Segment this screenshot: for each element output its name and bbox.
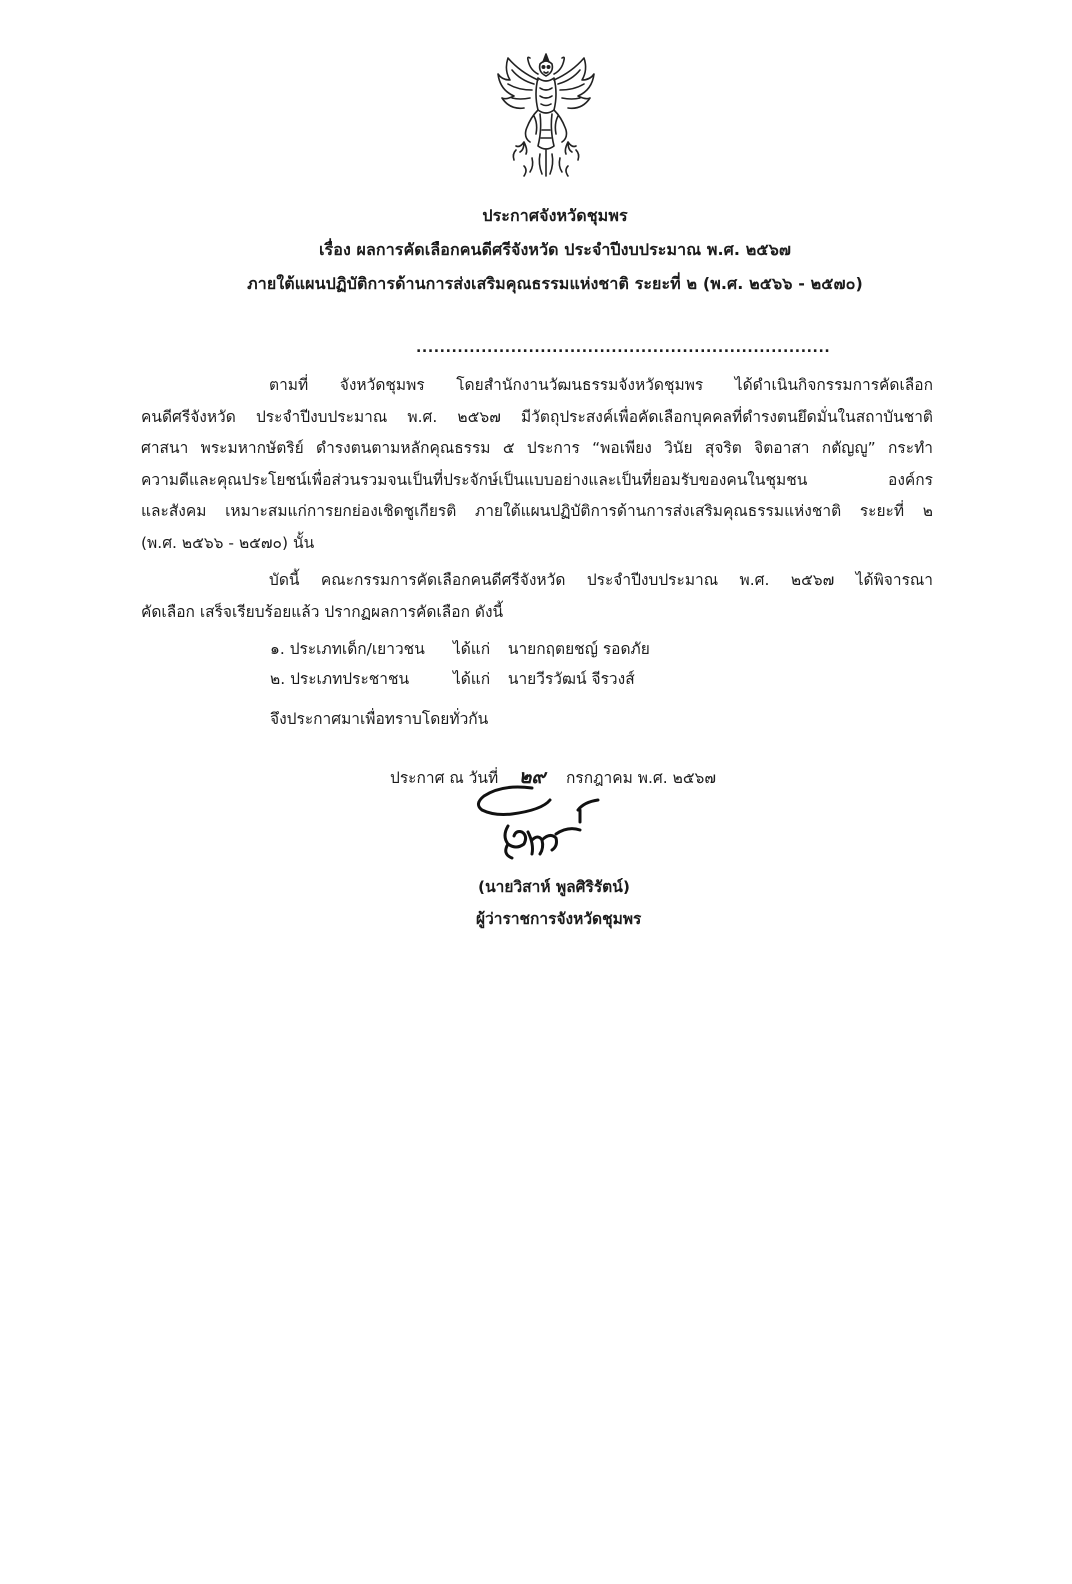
paragraph-background	[141, 370, 933, 560]
paragraph-line: (พ.ศ. ๒๕๖๖ - ๒๕๗๐) นั้น	[141, 533, 315, 552]
paragraph-line: และสังคม เหมาะสมแก่การยกย่องเชิดชูเกียรติ ภายใต้แผนปฏิบัติการด้านการส่งเสริมคุณธรรมแห่งชาติ ระยะที่ ๒	[141, 502, 933, 521]
announcement-title: ประกาศจังหวัดชุมพร	[482, 206, 628, 225]
result-item-youth	[270, 636, 650, 661]
result-category: ๒. ประเภทประชาชน	[270, 670, 410, 688]
announcement-subject-plan: ภายใต้แผนปฏิบัติการด้านการส่งเสริมคุณธรรมแห่งชาติ ระยะที่ ๒ (พ.ศ. ๒๕๖๖ - ๒๕๗๐)	[247, 274, 863, 293]
paragraph-line: ศาสนา พระมหากษัตริย์ ดำรงตนตามหลักคุณธรรม ๕ ประการ “พอเพียง วินัย สุจริต จิตอาสา กตัญญู” กระทำ	[141, 439, 933, 458]
result-name: นายกฤตยชญ์ รอดภัย	[507, 640, 650, 658]
result-item-public	[270, 666, 635, 691]
date-prefix: ประกาศ ณ วันที่	[390, 769, 499, 787]
date-day-handwritten: ๒๙	[518, 766, 546, 788]
paragraph-line: บัดนี้ คณะกรรมการคัดเลือกคนดีศรีจังหวัด ประจำปีงบประมาณ พ.ศ. ๒๕๖๗ ได้พิจารณา	[269, 571, 933, 589]
paragraph-line: คัดเลือก เสร็จเรียบร้อยแล้ว ปรากฏผลการคัดเลือก ดังนี้	[141, 602, 504, 621]
paragraph-line: ตามที่ จังหวัดชุมพร โดยสำนักงานวัฒนธรรมจังหวัดชุมพร ได้ดำเนินกิจกรรมการคัดเลือก	[269, 376, 933, 394]
result-name: นายวีรวัฒน์ จีรวงส์	[507, 670, 635, 688]
divider-dots: ......................................................................	[416, 340, 831, 356]
result-label: ได้แก่	[452, 640, 491, 658]
paragraph-line: คนดีศรีจังหวัด ประจำปีงบประมาณ พ.ศ. ๒๕๖๗ มีวัตถุประสงค์เพื่อคัดเลือกบุคคลที่ดำรงตนยึดมั่นในสถาบันชาติ	[141, 407, 933, 426]
signer-name: (นายวิสาห์ พูลศิริรัตน์)	[478, 878, 630, 896]
paragraph-result-intro	[141, 565, 933, 628]
signer-title: ผู้ว่าราชการจังหวัดชุมพร	[476, 910, 642, 928]
announcement-subject: เรื่อง ผลการคัดเลือกคนดีศรีจังหวัด ประจำปีงบประมาณ พ.ศ. ๒๕๖๗	[318, 240, 791, 259]
result-label: ได้แก่	[452, 670, 491, 688]
date-month-year: กรกฎาคม พ.ศ. ๒๕๖๗	[566, 769, 717, 787]
closing-statement: จึงประกาศมาเพื่อทราบโดยทั่วกัน	[270, 710, 489, 728]
garuda-emblem-icon	[494, 50, 598, 180]
paragraph-line: ความดีและคุณประโยชน์เพื่อส่วนรวมจนเป็นที่ประจักษ์เป็นแบบอย่างและเป็นที่ยอมรับของคนในชุมชน องค์กร	[141, 470, 933, 489]
result-category: ๑. ประเภทเด็ก/เยาวชน	[270, 640, 425, 658]
governor-signature-icon	[472, 770, 622, 865]
